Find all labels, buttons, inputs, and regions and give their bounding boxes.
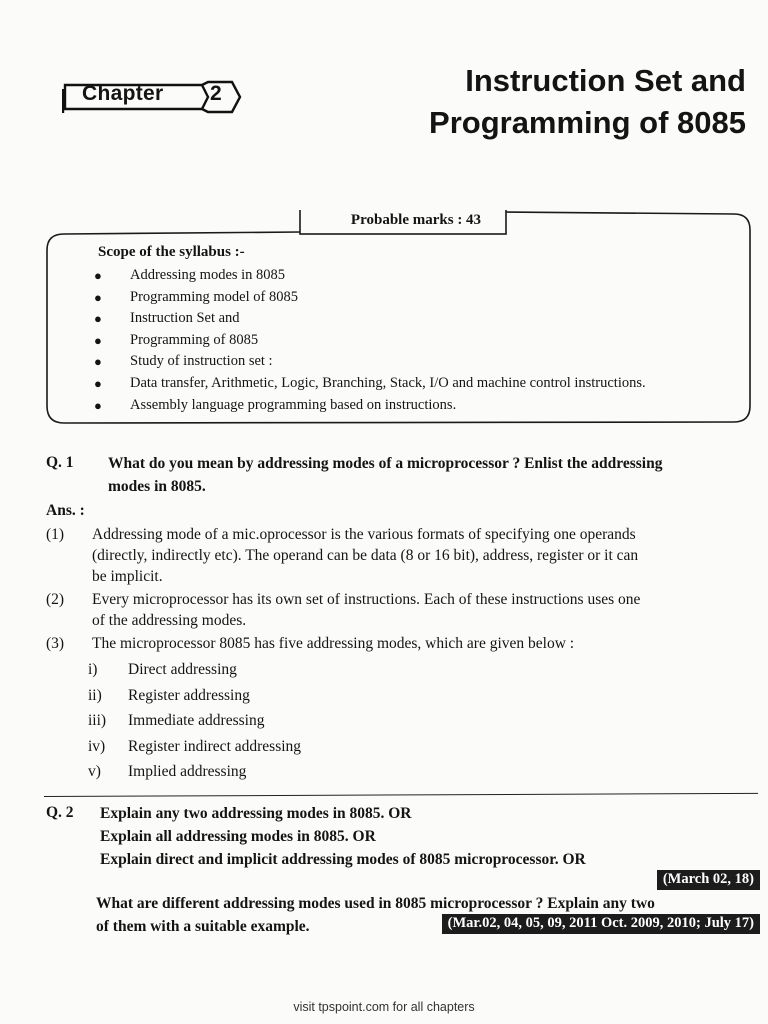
list-item: i) Direct addressing: [88, 661, 237, 678]
para-3-number: (3): [46, 635, 65, 652]
title-line-1: Instruction Set and: [465, 63, 746, 98]
q1-number: Q. 1: [46, 454, 74, 471]
bullet-icon: ●: [94, 375, 102, 391]
q2-text: [100, 802, 586, 871]
list-item: ● Assembly language programming based on instructions.: [94, 395, 646, 417]
syllabus-box: [44, 210, 752, 426]
para-2-number: (2): [46, 591, 65, 608]
q2-line-1: Explain any two addressing modes in 8085. OR: [100, 805, 412, 822]
title-line-2: Programming of 8085: [429, 105, 746, 140]
bullet-icon: ●: [94, 332, 102, 348]
q1-line-1: What do you mean by addressing modes of a microprocessor ? Enlist the addressing: [108, 455, 663, 472]
list-item: ● Study of instruction set :: [94, 351, 646, 373]
para-2-text: Every microprocessor has its own set of instructions. Each of these instructions uses one of the addressing modes.: [92, 591, 641, 629]
chapter-label: Chapter: [82, 82, 164, 105]
probable-marks: Probable marks : 43: [350, 212, 482, 228]
section-divider: [44, 793, 758, 797]
list-item: ● Programming model of 8085: [94, 287, 646, 309]
list-item: ● Data transfer, Arithmetic, Logic, Branching, Stack, I/O and machine control instructions.: [94, 373, 646, 395]
bullet-icon: ●: [94, 311, 102, 327]
q2-line-2: Explain all addressing modes in 8085. OR: [100, 828, 376, 845]
exam-date-tag: (March 02, 18): [657, 870, 760, 890]
page-title: [306, 60, 746, 144]
chapter-badge: [62, 80, 242, 114]
q1-text: [108, 452, 662, 498]
bullet-icon: ●: [94, 268, 102, 283]
q2-line-3: Explain direct and implicit addressing modes of 8085 microprocessor. OR: [100, 851, 586, 868]
list-item: iv) Register indirect addressing: [88, 737, 302, 755]
q2-number: Q. 2: [46, 804, 74, 821]
bullet-icon: ●: [94, 397, 102, 413]
list-item: ● Addressing modes in 8085: [94, 265, 646, 287]
list-item: ● Programming of 8085: [94, 330, 646, 352]
scope-heading: Scope of the syllabus :-: [98, 244, 245, 260]
chapter-number: 2: [210, 82, 222, 105]
bullet-icon: ●: [94, 354, 102, 370]
addressing-mode-list: [88, 657, 301, 785]
bullet-icon: ●: [94, 289, 102, 305]
list-item: v) Implied addressing: [88, 763, 247, 781]
para-3-text: The microprocessor 8085 has five addressing modes, which are given below :: [92, 635, 575, 652]
list-item: iii) Immediate addressing: [88, 712, 265, 730]
exam-date-tag: (Mar.02, 04, 05, 09, 2011 Oct. 2009, 2010; July 17): [442, 914, 760, 934]
q2-line-5: of them with a suitable example.: [96, 918, 310, 935]
list-item: ii) Register addressing: [88, 686, 250, 704]
scope-list: [94, 265, 646, 416]
para-1-number: (1): [46, 526, 65, 543]
q1-line-2: modes in 8085.: [108, 478, 206, 495]
q2-line-4: What are different addressing modes used in 8085 microprocessor ? Explain any two: [96, 895, 655, 912]
answer-label: Ans. :: [46, 502, 85, 519]
list-item: ● Instruction Set and: [94, 308, 646, 330]
para-1-text: Addressing mode of a mic.oprocessor is the various formats of specifying one operands (directly, indirectly etc). The operand can be data (8 or 16 bit), address, register or it can be implicit.: [92, 526, 639, 585]
footer-note: visit tpspoint.com for all chapters: [293, 1000, 475, 1014]
